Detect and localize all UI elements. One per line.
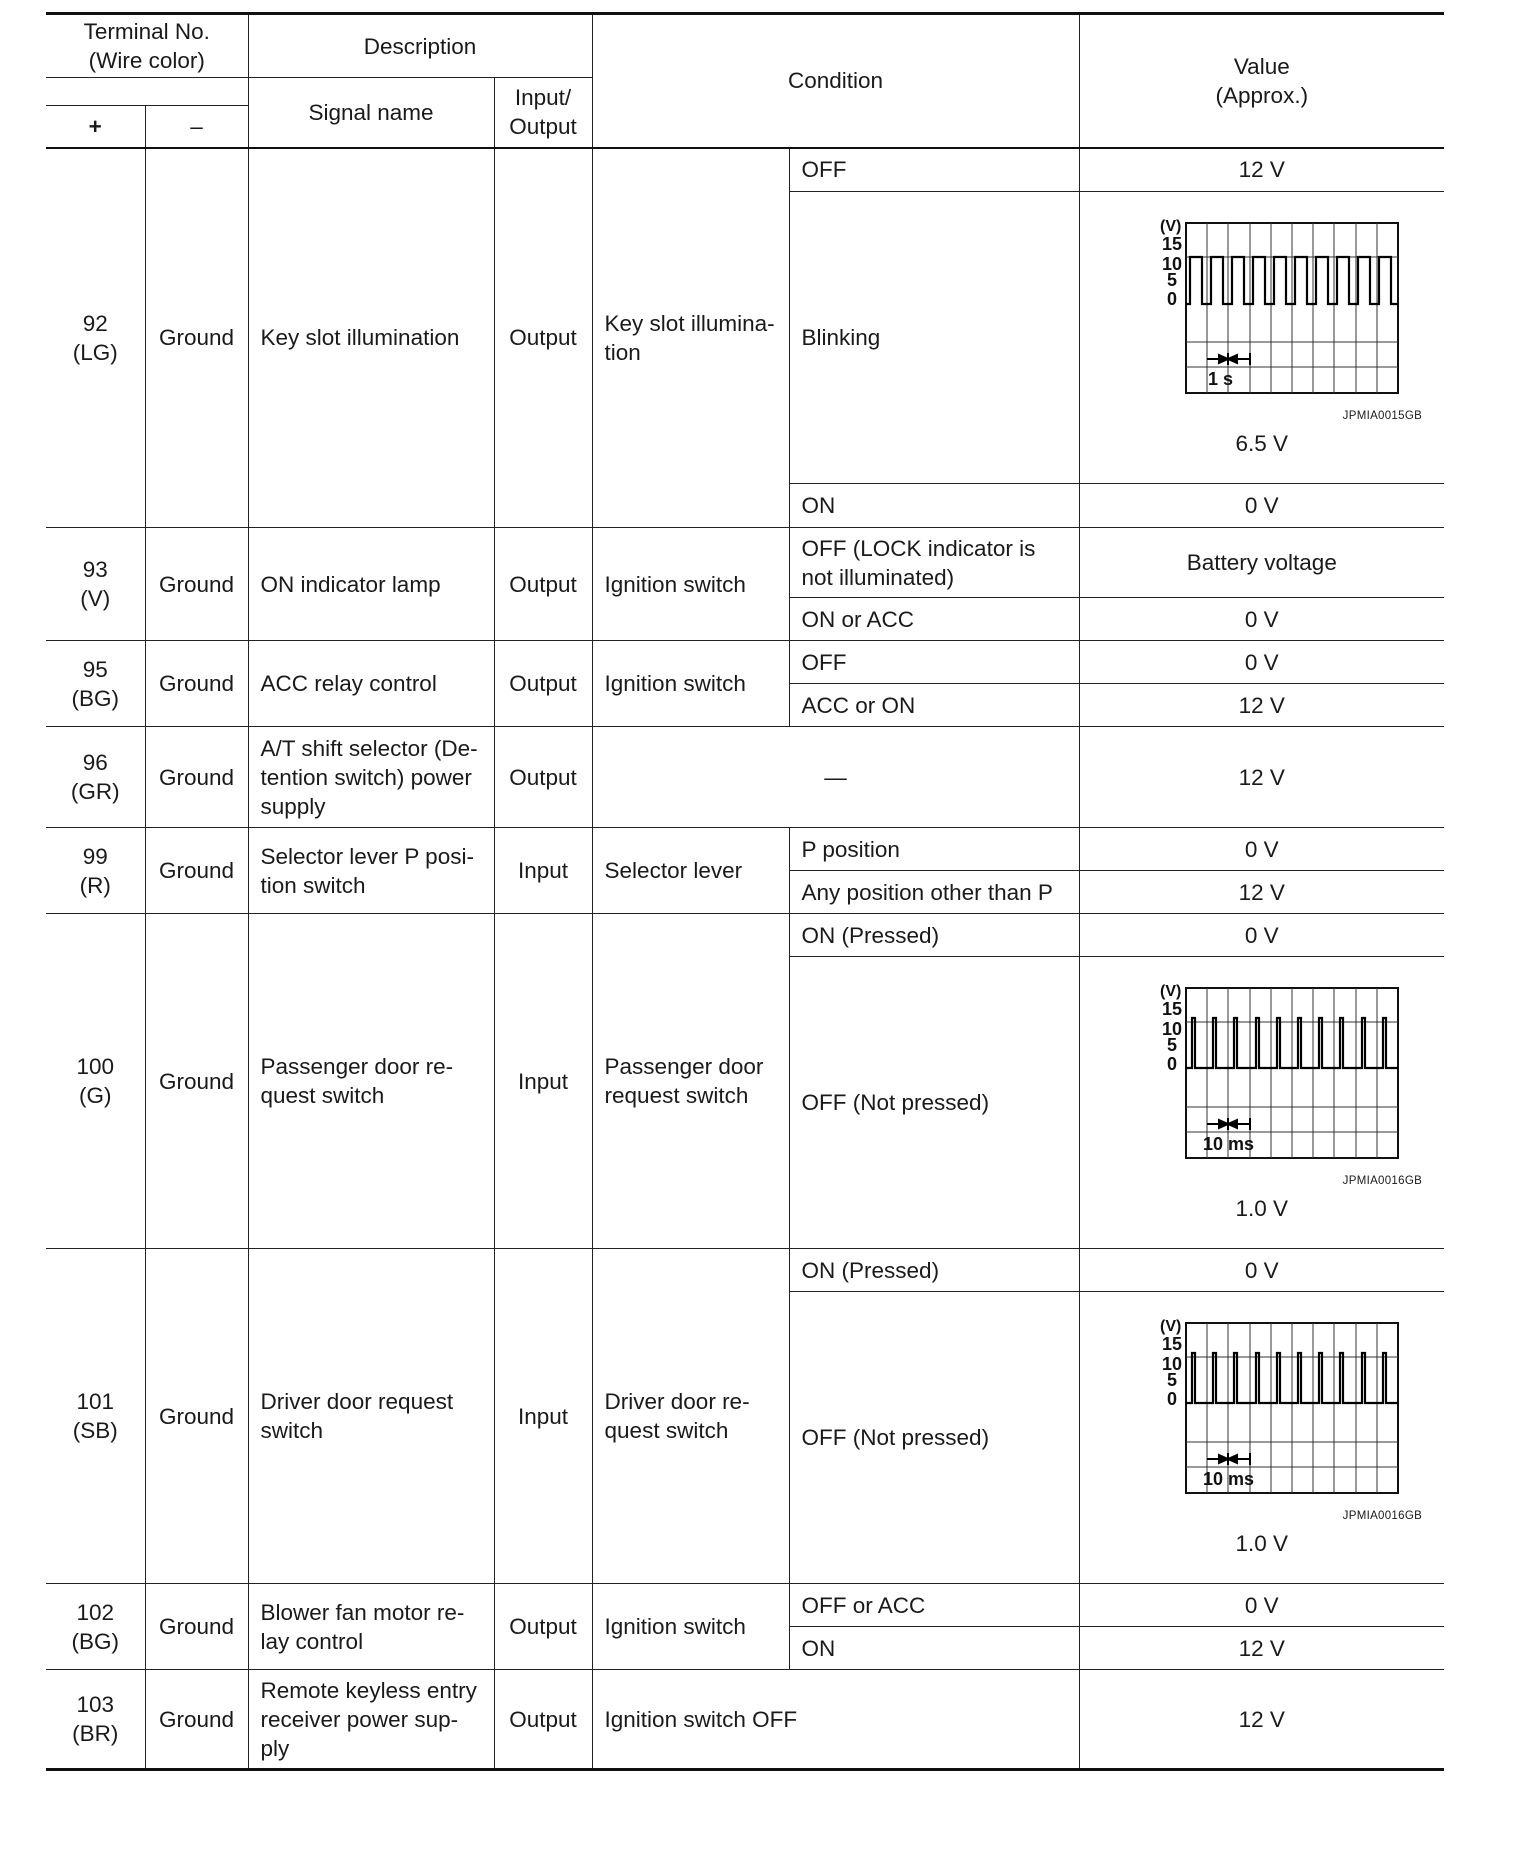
wave-tick: 5 xyxy=(1166,1035,1177,1055)
header-terminal-spacer xyxy=(46,78,248,106)
signal-cell: Driver door request switch xyxy=(248,1249,494,1584)
condition-cell: Ignition switch xyxy=(592,641,789,727)
state-cell: ON xyxy=(789,484,1079,528)
state-cell: Blinking xyxy=(789,192,1079,484)
io-cell: Input xyxy=(494,828,592,914)
wave-tick: 10 xyxy=(1161,1354,1182,1374)
header-condition: Condition xyxy=(592,14,1079,148)
value-cell: 12 V xyxy=(1079,148,1444,192)
condition-cell: Ignition switch OFF xyxy=(592,1670,1079,1770)
io-cell: Output xyxy=(494,528,592,641)
value-cell-waveform xyxy=(1079,192,1444,484)
header-minus: – xyxy=(145,106,248,148)
wave-time-label: 1 s xyxy=(1207,369,1233,389)
condition-cell: Selector lever xyxy=(592,828,789,914)
waveform-pulse xyxy=(1112,1317,1412,1505)
condition-cell: — xyxy=(592,727,1079,828)
terminal-cell: 99 (R) xyxy=(46,828,145,914)
condition-cell: Driver door re- quest switch xyxy=(592,1249,789,1584)
signal-cell: Blower fan motor re- lay control xyxy=(248,1584,494,1670)
condition-cell: Key slot illumina- tion xyxy=(592,148,789,528)
value-text: 6.5 V xyxy=(1235,431,1289,456)
value-cell: 0 V xyxy=(1079,598,1444,641)
minus-cell: Ground xyxy=(145,641,248,727)
state-cell: ON (Pressed) xyxy=(789,914,1079,957)
wave-tick: 0 xyxy=(1166,1389,1177,1409)
signal-cell: Passenger door re- quest switch xyxy=(248,914,494,1249)
value-cell: 0 V xyxy=(1079,828,1444,871)
waveform-caption: JPMIA0016GB xyxy=(1342,1510,1423,1522)
terminal-cell: 95 (BG) xyxy=(46,641,145,727)
value-cell: 0 V xyxy=(1079,914,1444,957)
io-cell: Output xyxy=(494,1584,592,1670)
wave-time-label: 10 ms xyxy=(1202,1469,1254,1489)
wave-tick: 10 xyxy=(1161,1019,1182,1039)
condition-cell: Ignition switch xyxy=(592,1584,789,1670)
waveform-pulse xyxy=(1112,982,1412,1170)
signal-cell: Selector lever P posi- tion switch xyxy=(248,828,494,914)
signal-cell: Key slot illumination xyxy=(248,148,494,528)
wave-tick: 0 xyxy=(1166,1054,1177,1074)
terminal-spec-table-wrapper xyxy=(46,12,1444,1771)
wave-tick: 15 xyxy=(1161,999,1182,1019)
value-cell: 12 V xyxy=(1079,1627,1444,1670)
terminal-cell: 93 (V) xyxy=(46,528,145,641)
wave-tick: 0 xyxy=(1166,289,1177,309)
condition-cell: Ignition switch xyxy=(592,528,789,641)
value-cell: 12 V xyxy=(1079,727,1444,828)
state-cell: OFF (Not pressed) xyxy=(789,1292,1079,1584)
minus-cell: Ground xyxy=(145,1670,248,1770)
state-cell: OFF xyxy=(789,641,1079,684)
minus-cell: Ground xyxy=(145,828,248,914)
table-row xyxy=(46,641,1444,684)
signal-cell: ACC relay control xyxy=(248,641,494,727)
io-cell: Output xyxy=(494,148,592,528)
minus-cell: Ground xyxy=(145,148,248,528)
waveform-caption: JPMIA0016GB xyxy=(1342,1175,1423,1187)
wave-axis-unit: (V) xyxy=(1159,218,1182,235)
table-row xyxy=(46,148,1444,192)
io-cell: Output xyxy=(494,1670,592,1770)
condition-cell: Passenger door request switch xyxy=(592,914,789,1249)
terminal-cell: 92 (LG) xyxy=(46,148,145,528)
signal-cell: ON indicator lamp xyxy=(248,528,494,641)
wave-time-label: 10 ms xyxy=(1202,1134,1254,1154)
waveform-square xyxy=(1112,217,1412,405)
header-value: Value (Approx.) xyxy=(1079,14,1444,148)
header-plus: + xyxy=(46,106,145,148)
value-cell: 12 V xyxy=(1079,1670,1444,1770)
state-cell: OFF xyxy=(789,148,1079,192)
wave-tick: 5 xyxy=(1166,270,1177,290)
value-cell: Battery voltage xyxy=(1079,528,1444,598)
terminal-cell: 100 (G) xyxy=(46,914,145,1249)
header-description: Description xyxy=(248,14,592,78)
value-cell: 0 V xyxy=(1079,641,1444,684)
table-row xyxy=(46,1249,1444,1292)
io-cell: Input xyxy=(494,914,592,1249)
table-row xyxy=(46,1584,1444,1627)
minus-cell: Ground xyxy=(145,727,248,828)
value-text: 1.0 V xyxy=(1235,1531,1289,1556)
state-cell: OFF (Not pressed) xyxy=(789,957,1079,1249)
wave-tick: 5 xyxy=(1166,1370,1177,1390)
table-row xyxy=(46,828,1444,871)
waveform-caption: JPMIA0015GB xyxy=(1342,410,1423,422)
value-cell: 0 V xyxy=(1079,1249,1444,1292)
state-cell: OFF (LOCK indicator is not illuminated) xyxy=(789,528,1079,598)
wave-tick: 15 xyxy=(1161,234,1182,254)
minus-cell: Ground xyxy=(145,528,248,641)
terminal-cell: 102 (BG) xyxy=(46,1584,145,1670)
signal-cell: Remote keyless entry receiver power sup- ply xyxy=(248,1670,494,1770)
state-cell: ON or ACC xyxy=(789,598,1079,641)
minus-cell: Ground xyxy=(145,1584,248,1670)
wave-tick: 15 xyxy=(1161,1334,1182,1354)
io-cell: Output xyxy=(494,727,592,828)
wave-tick: 10 xyxy=(1161,254,1182,274)
minus-cell: Ground xyxy=(145,1249,248,1584)
table-row xyxy=(46,1670,1444,1770)
state-cell: OFF or ACC xyxy=(789,1584,1079,1627)
value-cell-waveform xyxy=(1079,957,1444,1249)
wave-axis-unit: (V) xyxy=(1159,1318,1182,1335)
header-io: Input/ Output xyxy=(494,78,592,148)
value-cell: 12 V xyxy=(1079,684,1444,727)
terminal-cell: 101 (SB) xyxy=(46,1249,145,1584)
table-row xyxy=(46,727,1444,828)
wave-axis-unit: (V) xyxy=(1159,983,1182,1000)
value-cell: 12 V xyxy=(1079,871,1444,914)
state-cell: ON (Pressed) xyxy=(789,1249,1079,1292)
state-cell: P position xyxy=(789,828,1079,871)
signal-cell: A/T shift selector (De- tention switch) power supply xyxy=(248,727,494,828)
header-signal-name: Signal name xyxy=(248,78,494,148)
value-text: 1.0 V xyxy=(1235,1196,1289,1221)
terminal-cell: 96 (GR) xyxy=(46,727,145,828)
terminal-spec-table xyxy=(46,12,1444,1771)
header-terminal: Terminal No. (Wire color) xyxy=(46,14,248,78)
io-cell: Input xyxy=(494,1249,592,1584)
minus-cell: Ground xyxy=(145,914,248,1249)
value-cell-waveform xyxy=(1079,1292,1444,1584)
value-cell: 0 V xyxy=(1079,1584,1444,1627)
io-cell: Output xyxy=(494,641,592,727)
state-cell: ACC or ON xyxy=(789,684,1079,727)
value-cell: 0 V xyxy=(1079,484,1444,528)
state-cell: ON xyxy=(789,1627,1079,1670)
terminal-cell: 103 (BR) xyxy=(46,1670,145,1770)
state-cell: Any position other than P xyxy=(789,871,1079,914)
table-row xyxy=(46,914,1444,957)
table-row xyxy=(46,528,1444,598)
